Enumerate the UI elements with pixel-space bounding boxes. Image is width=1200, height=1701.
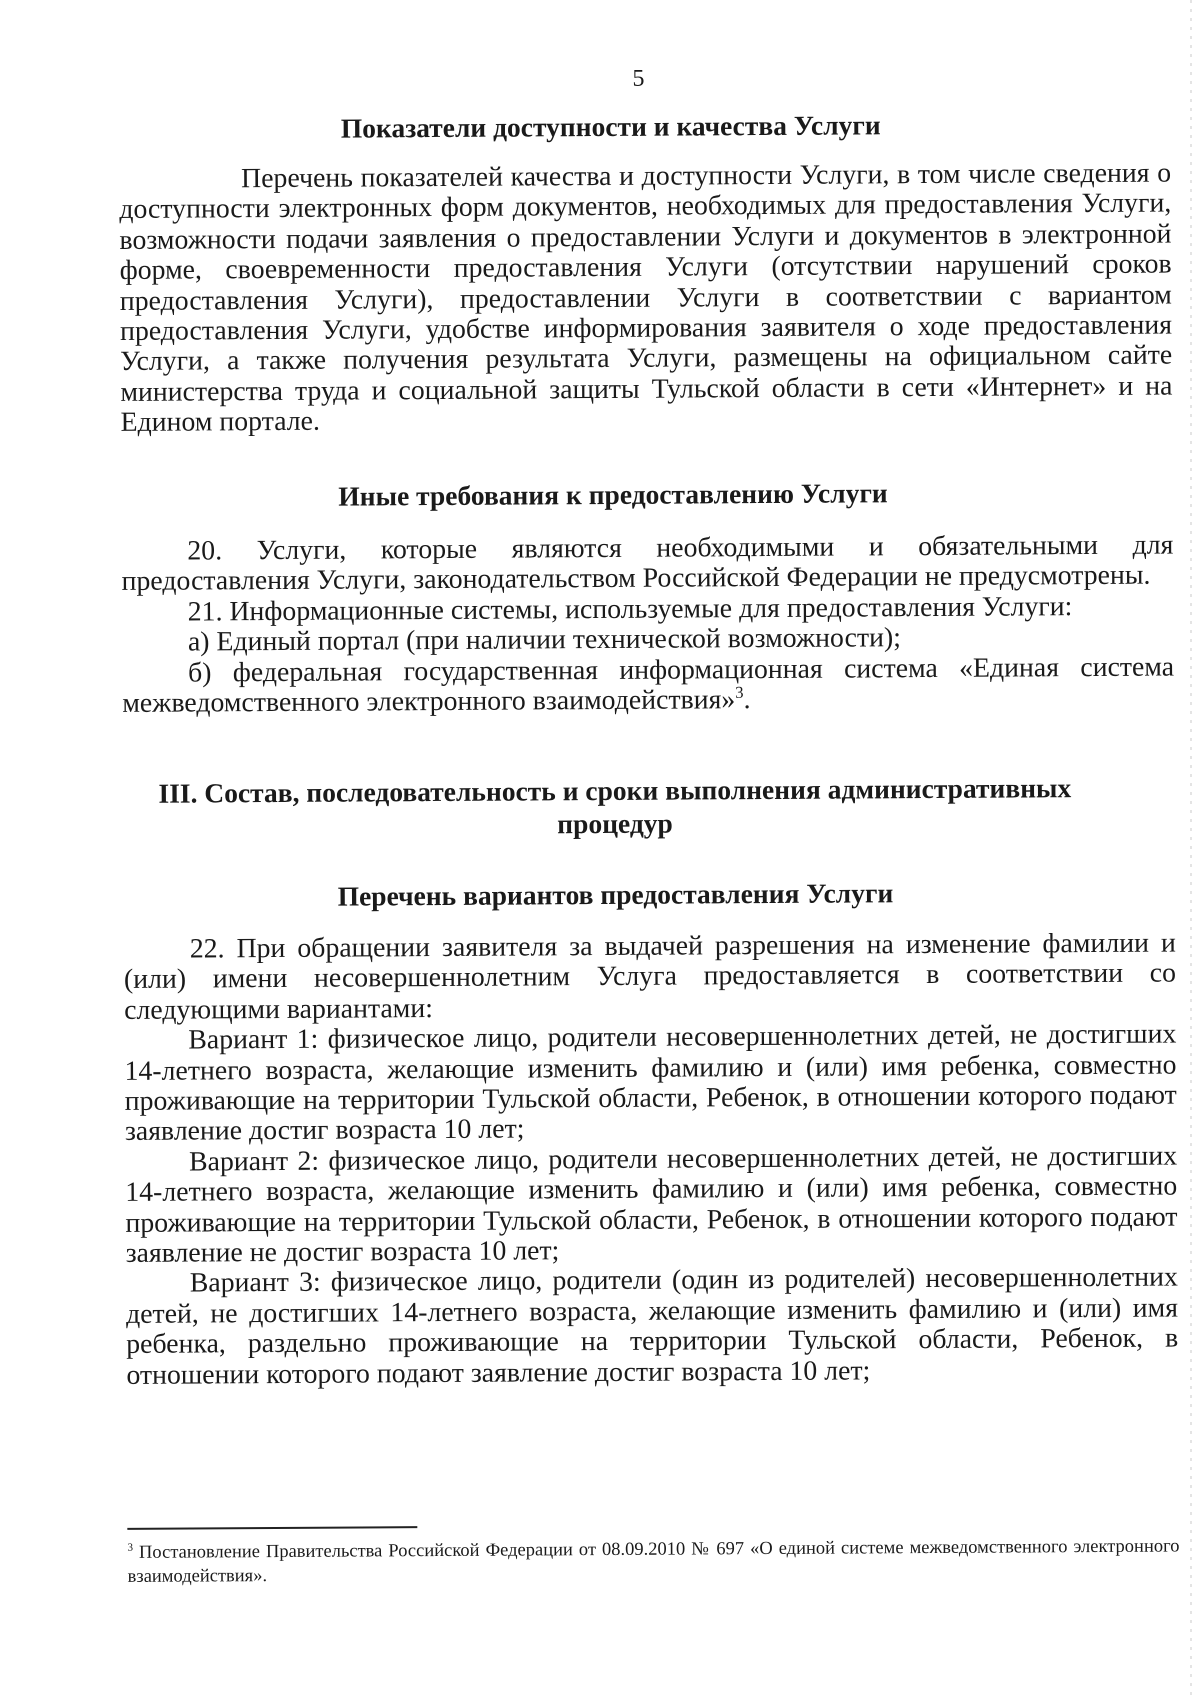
footnote-marker: 3 — [127, 1541, 134, 1554]
scan-edge-artifact — [1190, 0, 1192, 1697]
paragraph-20: 20. Услуги, которые являются необходимыми и обязательными для предоставления Услуги, законодательством Российской Федерации не предусмотрены. — [121, 529, 1174, 598]
heading-section-three-line2: процедур — [557, 807, 673, 840]
section-quality-body — [119, 159, 1173, 439]
section-other-body — [121, 531, 1174, 720]
heading-section-three-line1: III. Состав, последовательность и сроки выполнения административных — [158, 772, 1072, 809]
paragraph-21b-text: б) федеральная государственная информационная система «Единая система межведомственного электронного взаимодействия» — [122, 651, 1175, 719]
paragraph-quality: Перечень показателей качества и доступности Услуги, в том числе сведения о доступности электронных форм документов, необходимых для предоставления Услуги, возможности подачи заявления о предоставлении Услуги и документов в электронной форме, своевременности предоставления Услуги (отсутствии нарушений сроков предоставления Услуги), предоставлении Услуги в соответствии с вариантом предоставления Услуги, удобстве информирования заявителя о ходе предоставления Услуги, а также получения результата Услуги, размещены на официальном сайте министерства труда и социальной защиты Тульской области в сети «Интернет» и на Едином портале. — [119, 157, 1173, 439]
variant-3: Вариант 3: физическое лицо, родители (один из родителей) несовершеннолетних детей, не достигших 14-летнего возраста, желающие изменить фамилию и (или) имя ребенка, раздельно проживающие на территории Тульской области, Ребенок, в отношении которого подают заявление достиг возраста 10 лет; — [125, 1261, 1179, 1391]
footnote-divider — [127, 1526, 417, 1530]
heading-section-three — [105, 771, 1125, 843]
paragraph-21b — [122, 652, 1174, 719]
footnote-text: Постановление Правительства Российской Федерации от 08.09.2010 № 697 «О единой системе межведомственного электронного взаимодействия». — [127, 1536, 1180, 1587]
heading-quality-indicators: Показатели доступности и качества Услуги — [340, 109, 881, 144]
paragraph-21a: а) Единый портал (при наличии технической возможности); — [187, 622, 902, 658]
footnote-reference: 3 — [735, 682, 744, 702]
variant-2: Вариант 2: физическое лицо, родители несовершеннолетних детей, не достигших 14-летнего возраста, желающие изменить фамилию и (или) имя ребенка, совместно проживающие на территории Тульской области, Ребенок, в отношении которого подают заявление не достиг возраста 10 лет; — [125, 1140, 1178, 1269]
paragraph-21: 21. Информационные системы, используемые для предоставления Услуги: — [187, 590, 1073, 628]
variant-1: Вариант 1: физическое лицо, родители несовершеннолетних детей, не достигших 14-летнего возраста, желающие изменить фамилию и (или) имя ребенка, совместно проживающие на территории Тульской области, Ребенок, в отношении которого подают заявление достиг возраста 10 лет; — [124, 1018, 1177, 1148]
paragraph-21b-end: . — [743, 684, 751, 716]
heading-variants-list: Перечень вариантов предоставления Услуги — [337, 877, 894, 912]
footnote — [127, 1534, 1179, 1588]
paragraph-22: 22. При обращении заявителя за выдачей разрешения на изменение фамилии и (или) имени несовершеннолетним Услуга предоставляется в соответствии со следующими вариантами: — [123, 927, 1177, 1026]
section-variants-body — [124, 929, 1179, 1392]
page-number: 5 — [632, 65, 645, 92]
heading-other-requirements: Иные требования к предоставлению Услуги — [338, 477, 888, 512]
